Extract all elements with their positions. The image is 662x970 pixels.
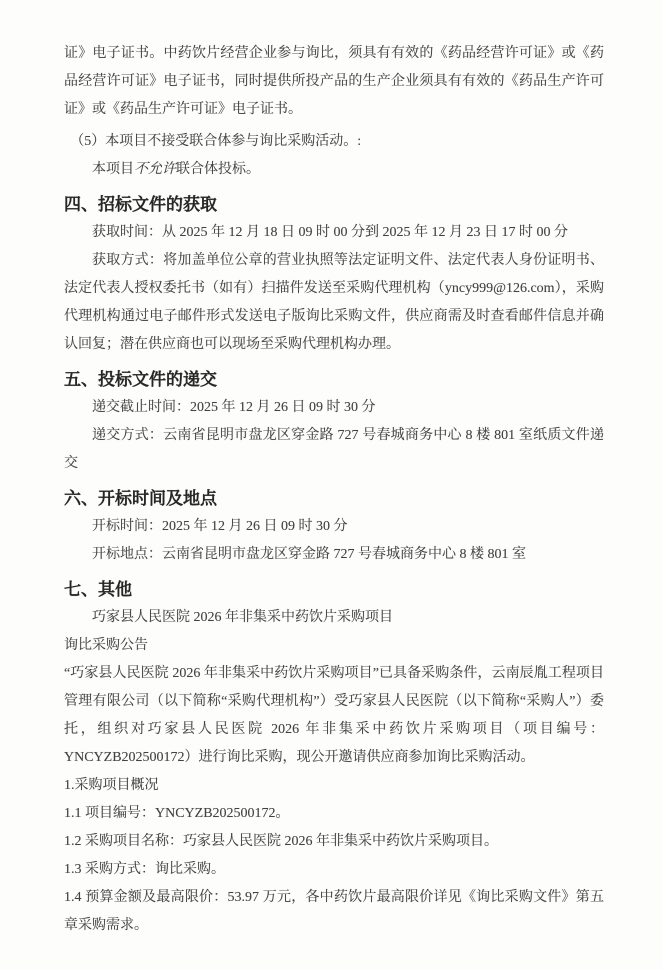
- paragraph-item-5-no-consortium: （5）本项目不接受联合体参与询比采购活动。:: [70, 134, 362, 149]
- paragraph-1-2-project-name: 1.2 采购项目名称：巧家县人民医院 2026 年非集采中药饮片采购项目。: [64, 834, 498, 849]
- section-heading-4-document-acquisition: 四、招标文件的获取: [64, 195, 217, 214]
- note-pre-text: 本项目: [92, 162, 134, 177]
- paragraph-acquisition-method: 获取方式：将加盖单位公章的营业执照等法定证明文件、法定代表人身份证明书、法定代表人授权委托书（如有）扫描件发送至采购代理机构（yncy999@126.com），采购代理机构通过电子邮件形式发送电子版询比采购文件，供应商需及时查看邮件信息并确认回复；潜在供应商也可以现场至采购代理机构办理。: [64, 253, 604, 352]
- paragraph-acquisition-time: 获取时间：从 2025 年 12 月 18 日 09 时 00 分到 2025 年 12 月 23 日 17 时 00 分: [92, 225, 568, 240]
- paragraph-no-consortium-note: [64, 156, 604, 184]
- paragraph-1-3-procurement-method: 1.3 采购方式：询比采购。: [64, 862, 225, 877]
- paragraph-1-4-budget-limit: 1.4 预算金额及最高限价：53.97 万元，各中药饮片最高限价详见《询比采购文件》第五章采购需求。: [64, 890, 604, 933]
- paragraph-announcement-intro: “巧家县人民医院 2026 年非集采中药饮片采购项目”已具备采购条件，云南辰胤工程项目管理有限公司（以下简称“采购代理机构”）受巧家县人民医院（以下简称“采购人”）委托，组织对巧家县人民医院 2026 年非集采中药饮片采购项目（项目编号：YNCYZB202500172）进行询比采购，现公开邀请供应商参加询比采购活动。: [64, 666, 604, 765]
- note-italic-text: 不允许: [134, 162, 176, 177]
- section-heading-5-bid-submission: 五、投标文件的递交: [64, 370, 217, 389]
- paragraph-project-title: 巧家县人民医院 2026 年非集采中药饮片采购项目: [92, 610, 393, 625]
- paragraph-announcement-title: 询比采购公告: [64, 638, 148, 653]
- paragraph-opening-location: 开标地点：云南省昆明市盘龙区穿金路 727 号春城商务中心 8 楼 801 室: [92, 547, 526, 562]
- note-post-text: 联合体投标。: [176, 162, 260, 177]
- paragraph-license-continuation: 证》电子证书。中药饮片经营企业参与询比，须具有有效的《药品经营许可证》或《药品经营许可证》电子证书，同时提供所投产品的生产企业须具有有效的《药品生产许可证》或《药品生产许可证》电子证书。: [64, 46, 604, 117]
- paragraph-submission-deadline: 递交截止时间：2025 年 12 月 26 日 09 时 30 分: [92, 400, 376, 415]
- section-heading-7-other: 七、其他: [64, 580, 132, 599]
- paragraph-1-1-project-number: 1.1 项目编号：YNCYZB202500172。: [64, 806, 290, 821]
- paragraph-1-project-overview: 1.采购项目概况: [64, 778, 159, 793]
- paragraph-opening-time: 开标时间：2025 年 12 月 26 日 09 时 30 分: [92, 519, 348, 534]
- section-heading-6-bid-opening: 六、开标时间及地点: [64, 489, 217, 508]
- paragraph-submission-method: 递交方式：云南省昆明市盘龙区穿金路 727 号春城商务中心 8 楼 801 室纸质文件递交: [64, 428, 604, 471]
